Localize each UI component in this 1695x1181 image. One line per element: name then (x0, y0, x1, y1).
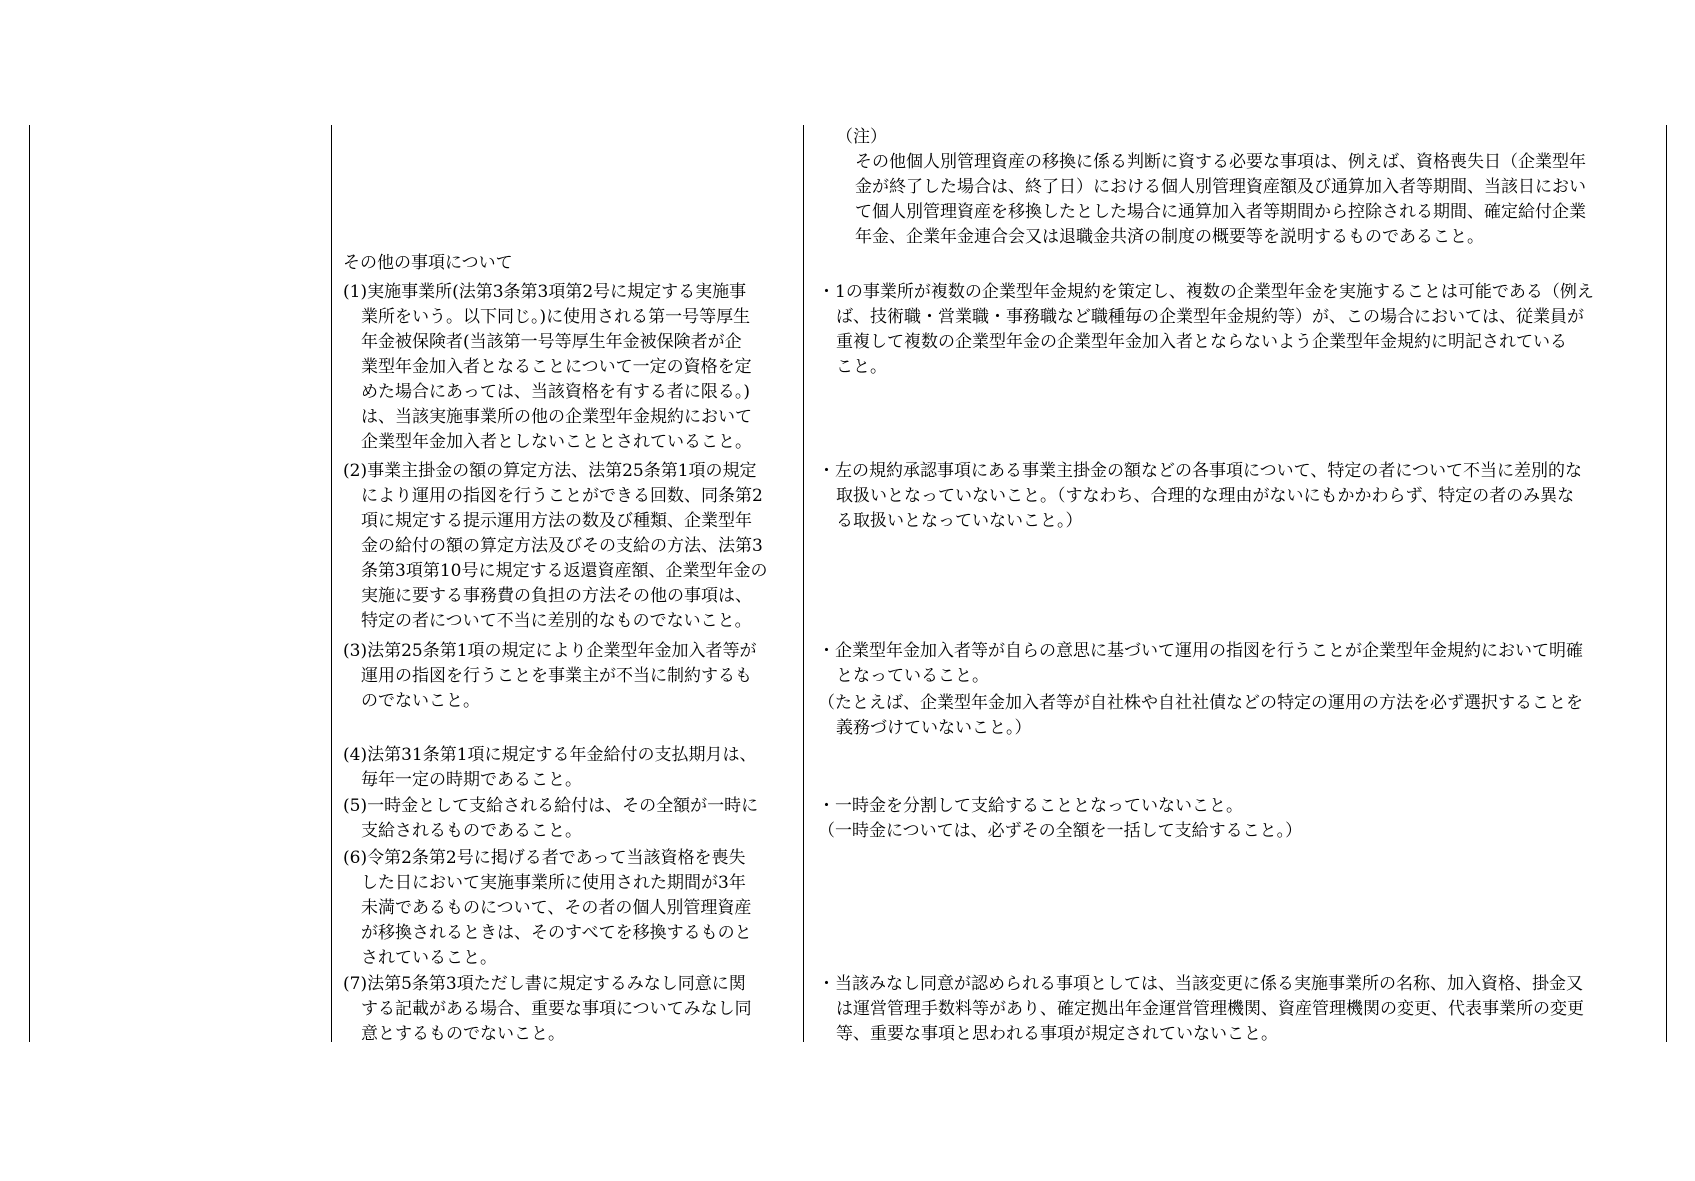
item-line: されていること。 (361, 948, 497, 968)
item-line: (3)法第25条第1項の規定により企業型年金加入者等が (343, 641, 757, 661)
item-line: 企業型年金加入者としないこととされていること。 (361, 432, 752, 452)
note-line: 年金、企業年金連合会又は退職金共済の制度の概要等を説明するものであること。 (855, 227, 1484, 247)
item-line: る取扱いとなっていないこと。） (836, 511, 1083, 531)
item-line: 条第3項第10号に規定する返還資産額、企業型年金の (361, 561, 768, 581)
item-line: 等、重要な事項と思われる事項が規定されていないこと。 (836, 1024, 1278, 1044)
left-item-7 (343, 972, 752, 1047)
item-line: 年金被保険者(当該第一号等厚生年金被保険者が企 (361, 332, 742, 352)
table-divider-1 (331, 125, 332, 1042)
item-line: 項に規定する提示運用方法の数及び種類、企業型年 (361, 511, 752, 531)
left-item-2 (343, 459, 767, 634)
left-item-6 (343, 846, 752, 971)
item-line: は、当該実施事業所の他の企業型年金規約において (361, 407, 752, 427)
left-item-5 (343, 794, 758, 844)
item-line: 重複して複数の企業型年金の企業型年金加入者とならないよう企業型年金規約に明記されている (836, 332, 1567, 352)
right-item-5 (818, 794, 1243, 819)
note-line: 金が終了した場合は、終了日）における個人別管理資産額及び通算加入者等期間、当該日におい (855, 177, 1586, 197)
left-item-1 (343, 280, 752, 455)
item-line: ・左の規約承認事項にある事業主掛金の額などの各事項について、特定の者について不当に差別的な (818, 461, 1582, 481)
item-line: 義務づけていないこと。） (836, 718, 1032, 738)
right-item-6 (818, 819, 1302, 844)
item-line: した日において実施事業所に使用された期間が3年 (361, 873, 746, 893)
item-line: 業型年金加入者となることについて一定の資格を定 (361, 357, 752, 377)
item-line: 特定の者について不当に差別的なものでないこと。 (361, 611, 752, 631)
right-item-2 (818, 459, 1582, 534)
item-line: 実施に要する事務費の負担の方法その他の事項は、 (361, 586, 752, 606)
item-line: ・1の事業所が複数の企業型年金規約を策定し、複数の企業型年金を実施することは可能である（例え (818, 282, 1594, 302)
item-line: 毎年一定の時期であること。 (361, 770, 582, 790)
left-item-3 (343, 639, 757, 714)
item-line: (5)一時金として支給される給付は、その全額が一時に (343, 796, 759, 816)
item-line: ・企業型年金加入者等が自らの意思に基づいて運用の指図を行うことが企業型年金規約において明確 (818, 641, 1583, 661)
item-line: ば、技術職・営業職・事務職など職種毎の企業型年金規約等）が、この場合においては、従業員が (836, 307, 1584, 327)
item-line: (6)令第2条第2号に掲げる者であって当該資格を喪失 (343, 848, 746, 868)
item-line: （一時金については、必ずその全額を一括して支給すること。） (818, 821, 1303, 841)
note-line: て個人別管理資産を移換したとした場合に通算加入者等期間から控除される期間、確定給付企業 (855, 202, 1586, 222)
note-body (855, 150, 1586, 250)
right-item-1 (818, 280, 1594, 380)
item-line: のでないこと。 (361, 691, 480, 711)
item-line: めた場合にあっては、当該資格を有する者に限る。) (361, 382, 750, 402)
item-line: こと。 (836, 357, 887, 377)
item-line: する記載がある場合、重要な事項についてみなし同 (361, 999, 752, 1019)
section-heading: その他の事項について (343, 253, 513, 273)
item-line: (1)実施事業所(法第3条第3項第2号に規定する実施事 (343, 282, 747, 302)
item-line: 業所をいう。以下同じ。)に使用される第一号等厚生 (361, 307, 751, 327)
item-line: 未満であるものについて、その者の個人別管理資産 (361, 898, 752, 918)
item-line: は運営管理手数料等があり、確定拠出年金運営管理機関、資産管理機関の変更、代表事業所の変更 (836, 999, 1584, 1019)
item-line: 運用の指図を行うことを事業主が不当に制約するも (361, 666, 752, 686)
item-line: (4)法第31条第1項に規定する年金給付の支払期月は、 (343, 745, 757, 765)
item-line: (2)事業主掛金の額の算定方法、法第25条第1項の規定 (343, 461, 757, 481)
table-divider-2 (803, 125, 804, 1042)
item-line: ・一時金を分割して支給することとなっていないこと。 (818, 796, 1243, 816)
item-line: （たとえば、企業型年金加入者等が自社株や自社社債などの特定の運用の方法を必ず選択することを (818, 693, 1583, 713)
item-line: が移換されるときは、そのすべてを移換するものと (361, 923, 752, 943)
item-line: ・当該みなし同意が認められる事項としては、当該変更に係る実施事業所の名称、加入資格、掛金又 (818, 974, 1583, 994)
table-border-right (1666, 125, 1667, 1042)
table-border-left (29, 125, 30, 1042)
right-item-3 (818, 639, 1583, 689)
left-item-4 (343, 743, 757, 793)
item-line: となっていること。 (836, 666, 989, 686)
item-line: 意とするものでないこと。 (361, 1024, 565, 1044)
right-item-7 (818, 972, 1584, 1047)
item-line: 取扱いとなっていないこと。（すなわち、合理的な理由がないにもかかわらず、特定の者のみ異な (836, 486, 1575, 506)
note-line: その他個人別管理資産の移換に係る判断に資する必要な事項は、例えば、資格喪失日（企業型年 (855, 152, 1586, 172)
item-line: (7)法第5条第3項ただし書に規定するみなし同意に関 (343, 974, 746, 994)
item-line: 金の給付の額の算定方法及びその支給の方法、法第3 (361, 536, 763, 556)
item-line: 支給されるものであること。 (361, 821, 582, 841)
note-label: （注） (836, 127, 887, 147)
right-item-4 (818, 691, 1583, 741)
item-line: により運用の指図を行うことができる回数、同条第2 (361, 486, 763, 506)
